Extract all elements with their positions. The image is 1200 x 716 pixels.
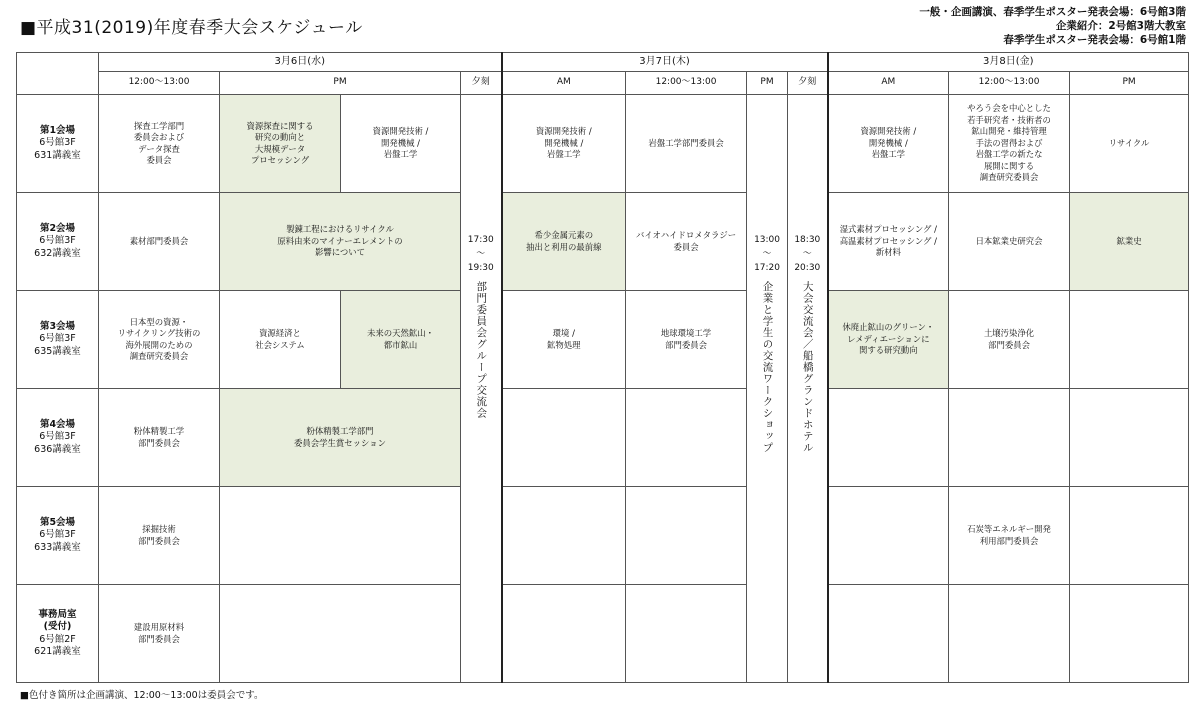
session-cell: 素材部門委員会 [99,193,220,291]
slot-header-evening: 夕刻 [788,72,828,95]
slot-header-am: AM [502,72,626,95]
room-name: 第3会場 [39,320,76,332]
session-cell: 未来の天然鉱山・ 都市鉱山 [341,291,461,389]
event-day1-evening [461,95,502,683]
slot-header-noon: 12:00〜13:00 [626,72,747,95]
session-cell [1070,291,1189,389]
session-cell: やろう会を中心とした 若手研究者・技術者の 鉱山開発・維持管理 手法の習得および 岩盤工学の新たな 展開に関する 調査研究委員会 [949,95,1070,193]
page-title: ■平成31(2019)年度春季大会スケジュール [20,18,363,38]
room-number: 632講義室 [34,247,81,259]
session-cell: 探査工学部門 委員会および データ探査 委員会 [99,95,220,193]
slot-header-pm: PM [1070,72,1189,95]
session-cell: 石炭等エネルギー開発 利用部門委員会 [949,487,1070,585]
session-cell: 鉱業史 [1070,193,1189,291]
session-cell: 希少金属元素の 抽出と利用の最前線 [502,193,626,291]
slot-header-pm: PM [747,72,788,95]
session-cell: リサイクル [1070,95,1189,193]
schedule-table [16,52,1189,683]
session-cell: 日本型の資源・ リサイクリング技術の 海外展開のための 調査研究委員会 [99,291,220,389]
session-cell: 日本鉱業史研究会 [949,193,1070,291]
session-cell: 岩盤工学部門委員会 [626,95,747,193]
session-cell: 湿式素材プロセッシング / 高温素材プロセッシング / 新材料 [828,193,949,291]
session-cell: 休廃止鉱山のグリーン・ レメディエーションに 関する研究動向 [828,291,949,389]
room-building: 6号館3F [39,235,76,247]
session-cell: 製錬工程におけるリサイクル 原料由来のマイナーエレメントの 影響について [220,193,461,291]
session-cell [1070,585,1189,683]
slot-header-noon: 12:00〜13:00 [99,72,220,95]
session-cell [828,585,949,683]
session-cell: 環境 / 鉱物処理 [502,291,626,389]
session-cell [220,487,461,585]
session-cell: 資源開発技術 / 開発機械 / 岩盤工学 [828,95,949,193]
session-cell: 建設用原材料 部門委員会 [99,585,220,683]
session-cell: 地球環境工学 部門委員会 [626,291,747,389]
session-cell: バイオハイドロメタラジー 委員会 [626,193,747,291]
footnote: ■色付き箇所は企画講演、12:00〜13:00は委員会です。 [20,690,264,701]
room-name: 事務局室 (受付) [38,608,77,632]
session-cell: 資源探査に関する 研究の動向と 大規模データ プロセッシング [220,95,341,193]
corner-cell [17,53,99,95]
event-day2-pm [747,95,788,683]
session-cell [1070,487,1189,585]
session-cell [626,487,747,585]
room-number: 636講義室 [34,443,81,455]
session-cell [1070,389,1189,487]
venue-info [919,5,1186,47]
event-name: 部門委員会グループ交流会 [475,281,488,419]
room-number: 635講義室 [34,345,81,357]
session-cell [626,389,747,487]
event-day2-evening [788,95,828,683]
room-header [17,585,99,683]
venue-info-line: 春季学生ポスター発表会場：6号館1階 [1003,34,1186,46]
room-name: 第4会場 [39,418,76,430]
session-cell: 採掘技術 部門委員会 [99,487,220,585]
slot-header-evening: 夕刻 [461,72,502,95]
session-cell: 資源経済と 社会システム [220,291,341,389]
room-header [17,95,99,193]
room-name: 第1会場 [39,124,76,136]
room-building: 6号館3F [39,431,76,443]
slot-header-noon: 12:00〜13:00 [949,72,1070,95]
room-building: 6号館2F [39,633,76,645]
session-cell [502,585,626,683]
event-name: 企業と学生の交流ワークショップ [761,281,774,454]
session-cell: 粉体精製工学部門 委員会学生賞セッション [220,389,461,487]
session-cell [828,389,949,487]
room-header [17,389,99,487]
session-cell: 土壌汚染浄化 部門委員会 [949,291,1070,389]
room-header [17,291,99,389]
day-header: 3月7日(木) [502,53,828,72]
session-cell [502,487,626,585]
session-cell: 資源開発技術 / 開発機械 / 岩盤工学 [341,95,461,193]
session-cell [502,389,626,487]
session-cell: 資源開発技術 / 開発機械 / 岩盤工学 [502,95,626,193]
slot-header-pm: PM [220,72,461,95]
event-name: 大会交流会／船橋グランドホテル [801,281,814,454]
event-time: 13:00 〜 17:20 [754,235,780,273]
room-name: 第5会場 [39,516,76,528]
room-number: 621講義室 [34,646,81,657]
event-time: 18:30 〜 20:30 [794,235,821,273]
session-cell [220,585,461,683]
day-header: 3月8日(金) [828,53,1189,72]
room-number: 633講義室 [34,541,81,553]
room-name: 第2会場 [39,222,76,234]
room-number: 631講義室 [34,149,81,161]
venue-info-line: 一般・企画講演、春季学生ポスター発表会場：6号館3階 [919,6,1186,18]
session-cell [626,585,747,683]
session-cell [828,487,949,585]
venue-info-line: 企業紹介：2号館3階大教室 [1055,20,1186,32]
room-header [17,487,99,585]
room-building: 6号館3F [39,333,76,345]
session-cell [949,585,1070,683]
session-cell: 粉体精製工学 部門委員会 [99,389,220,487]
room-building: 6号館3F [39,137,76,149]
session-cell [949,389,1070,487]
event-time: 17:30 〜 19:30 [467,235,494,273]
room-header [17,193,99,291]
day-header: 3月6日(水) [99,53,502,72]
room-building: 6号館3F [39,529,76,541]
slot-header-am: AM [828,72,949,95]
